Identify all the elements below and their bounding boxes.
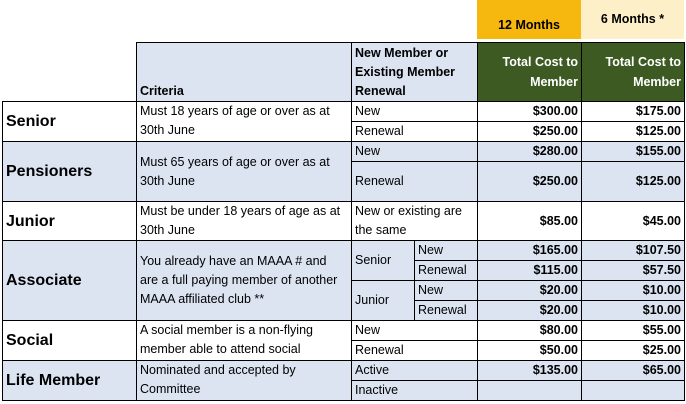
- member-type-cell: Renewal: [352, 341, 478, 361]
- criteria-life-member: Nominated and accepted by Committee: [137, 361, 352, 401]
- criteria-junior: Must be under 18 years of age as at 30th June: [137, 202, 352, 241]
- member-type-cell: Renewal: [352, 162, 478, 202]
- member-type-cell: Renewal: [415, 301, 478, 321]
- category-junior: Junior: [3, 202, 137, 241]
- member-type-cell: Renewal: [415, 261, 478, 281]
- cost-12-cell: $20.00: [478, 301, 582, 321]
- member-type-cell: New: [352, 102, 478, 122]
- cost-12-cell: $135.00: [478, 361, 582, 381]
- header-spacer: [3, 43, 137, 102]
- period-badge-6-months: 6 Months *: [581, 0, 684, 39]
- cost-6-cell: $125.00: [582, 162, 685, 202]
- total-cost-6-header: Total Cost to Member: [582, 43, 685, 102]
- criteria-pensioners: Must 65 years of age or over as at 30th June: [137, 142, 352, 202]
- category-life-member: Life Member: [3, 361, 137, 401]
- cost-12-cell: $280.00: [478, 142, 582, 162]
- member-type-cell: New: [415, 241, 478, 261]
- associate-junior-label: Junior: [352, 281, 415, 321]
- cost-6-cell: $25.00: [582, 341, 685, 361]
- cost-6-cell: $10.00: [582, 281, 685, 301]
- criteria-social: A social member is a non-flying member able to attend social: [137, 321, 352, 361]
- cost-6-cell: [582, 381, 685, 401]
- criteria-senior: Must 18 years of age or over as at 30th June: [137, 102, 352, 142]
- cost-6-cell: $10.00: [582, 301, 685, 321]
- membership-fees-table: [2, 42, 685, 401]
- period-badge-12-months: 12 Months: [477, 0, 581, 39]
- cost-12-cell: $50.00: [478, 341, 582, 361]
- criteria-header: Criteria: [137, 43, 352, 102]
- cost-6-cell: $175.00: [582, 102, 685, 122]
- cost-6-cell: $155.00: [582, 142, 685, 162]
- cost-12-cell: $300.00: [478, 102, 582, 122]
- member-type-cell: Renewal: [352, 122, 478, 142]
- member-type-header: New Member or Existing Member Renewal: [352, 43, 478, 102]
- member-type-cell: Active: [352, 361, 478, 381]
- cost-6-cell: $45.00: [582, 202, 685, 241]
- cost-6-cell: $65.00: [582, 361, 685, 381]
- member-type-cell: New or existing are the same: [352, 202, 478, 241]
- member-type-cell: New: [352, 321, 478, 341]
- member-type-cell: New: [415, 281, 478, 301]
- category-senior: Senior: [3, 102, 137, 142]
- member-type-cell: New: [352, 142, 478, 162]
- category-pensioners: Pensioners: [3, 142, 137, 202]
- cost-6-cell: $57.50: [582, 261, 685, 281]
- member-type-cell: Inactive: [352, 381, 478, 401]
- cost-6-cell: $125.00: [582, 122, 685, 142]
- cost-12-cell: $250.00: [478, 122, 582, 142]
- cost-6-cell: $107.50: [582, 241, 685, 261]
- category-associate: Associate: [3, 241, 137, 321]
- category-social: Social: [3, 321, 137, 361]
- cost-12-cell: $250.00: [478, 162, 582, 202]
- cost-12-cell: $85.00: [478, 202, 582, 241]
- total-cost-12-header: Total Cost to Member: [478, 43, 582, 102]
- cost-12-cell: $115.00: [478, 261, 582, 281]
- criteria-associate: You already have an MAAA # and are a full paying member of another MAAA affiliated club **: [137, 241, 352, 321]
- cost-12-cell: $165.00: [478, 241, 582, 261]
- cost-12-cell: $80.00: [478, 321, 582, 341]
- cost-12-cell: $20.00: [478, 281, 582, 301]
- cost-6-cell: $55.00: [582, 321, 685, 341]
- cost-12-cell: [478, 381, 582, 401]
- associate-senior-label: Senior: [352, 241, 415, 281]
